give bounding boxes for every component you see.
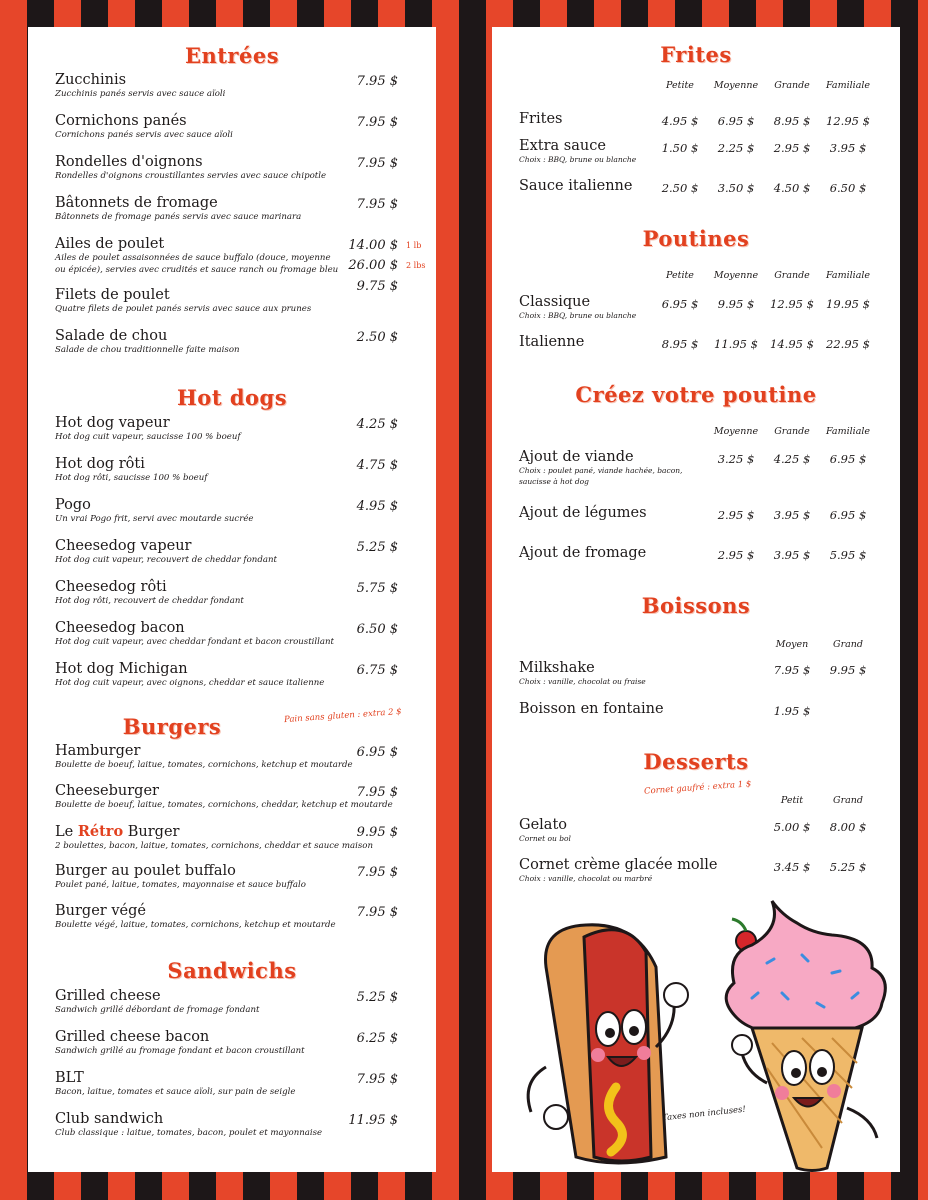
item-name: BLT bbox=[55, 1070, 84, 1086]
item-name: Cheesedog bacon bbox=[55, 620, 185, 636]
price-cell: 7.95 $ bbox=[773, 663, 811, 677]
item-price: 4.75 $ bbox=[356, 458, 398, 473]
menu-item bbox=[55, 823, 373, 852]
menu-item bbox=[55, 988, 260, 1016]
item-name bbox=[55, 823, 373, 840]
item-price: 7.95 $ bbox=[356, 74, 398, 89]
item-name-suffix: Burger bbox=[127, 824, 180, 840]
menu-item bbox=[519, 111, 562, 127]
item-name: Burger au poulet buffalo bbox=[55, 863, 236, 879]
sandwichs-title: Sandwichs bbox=[167, 958, 297, 983]
menu-item bbox=[55, 72, 225, 100]
item-name: Hamburger bbox=[55, 743, 141, 759]
menu-item bbox=[55, 497, 254, 525]
hotdogs-title: Hot dogs bbox=[176, 385, 288, 410]
item-description: Boulette de boeuf, laitue, tomates, cornichons, ketchup et moutarde bbox=[55, 760, 353, 770]
item-name-prefix: Le bbox=[55, 824, 78, 840]
item-name: Cornet crème glacée molle bbox=[519, 857, 718, 873]
size-header: Petit bbox=[780, 795, 804, 806]
price-cell: 8.95 $ bbox=[773, 114, 811, 128]
size-header: Moyenne bbox=[713, 80, 759, 91]
item-description: Rondelles d'oignons croustillantes servies avec sauce chipotle bbox=[55, 171, 327, 181]
item-price: 5.25 $ bbox=[356, 540, 398, 555]
size-header: Petite bbox=[666, 270, 694, 281]
taxes-note: Taxes non incluses! bbox=[661, 1104, 747, 1124]
price-cell: 4.95 $ bbox=[661, 114, 699, 128]
menu-item bbox=[55, 783, 393, 811]
item-price: 14.00 $ bbox=[348, 238, 398, 253]
item-price: 5.75 $ bbox=[356, 581, 398, 596]
item-price-2: 26.00 $ bbox=[348, 258, 398, 273]
hotdog-mascot-illustration bbox=[516, 907, 696, 1172]
item-name: Burger végé bbox=[55, 903, 146, 919]
desserts-title: Desserts bbox=[643, 749, 749, 774]
item-description: Sandwich grillé au fromage fondant et bacon croustillant bbox=[55, 1046, 305, 1056]
ice-cream-mascot-illustration bbox=[712, 893, 897, 1173]
item-description: Cornichons panés servis avec sauce aïoli bbox=[55, 130, 233, 140]
item-name: Pogo bbox=[55, 497, 91, 513]
right-menu-panel bbox=[492, 27, 900, 1172]
item-description: Hot dog cuit vapeur, avec oignons, cheddar et sauce italienne bbox=[55, 678, 325, 688]
item-description: Choix : vanille, chocolat ou fraise bbox=[519, 677, 646, 686]
price-cell: 4.50 $ bbox=[773, 181, 811, 195]
price-cell: 8.00 $ bbox=[829, 820, 867, 834]
item-name: Frites bbox=[519, 111, 563, 127]
item-name: Ajout de viande bbox=[519, 449, 634, 465]
item-name: Rondelles d'oignons bbox=[55, 154, 203, 170]
item-description: Quatre filets de poulet panés servis avec sauce aux prunes bbox=[55, 304, 312, 314]
item-name: Cornichons panés bbox=[55, 113, 187, 129]
item-description: Un vrai Pogo frit, servi avec moutarde sucrée bbox=[55, 514, 254, 524]
item-description-line2: saucisse à hot dog bbox=[519, 477, 589, 486]
item-description: Sandwich grillé débordant de fromage fondant bbox=[55, 1005, 260, 1015]
item-description: Cornet ou bol bbox=[519, 834, 571, 843]
item-price: 2.50 $ bbox=[356, 330, 398, 345]
menu-item bbox=[55, 1111, 322, 1139]
size-header: Grande bbox=[774, 270, 810, 281]
burgers-gluten-note: Pain sans gluten : extra 2 $ bbox=[283, 706, 402, 726]
price-cell: 3.25 $ bbox=[717, 452, 755, 466]
price-cell: 5.95 $ bbox=[829, 548, 867, 562]
item-description: Choix : poulet pané, viande hachée, bacon, bbox=[519, 466, 683, 475]
size-header: Grand bbox=[833, 639, 863, 650]
price-cell: 19.95 $ bbox=[826, 297, 870, 311]
item-name: Milkshake bbox=[519, 660, 595, 676]
item-description-line2: ou épicée), servies avec crudités et sauce ranch ou fromage bleu bbox=[55, 265, 339, 275]
size-header: Familiale bbox=[825, 270, 871, 281]
size-header: Moyenne bbox=[713, 270, 759, 281]
price-cell: 12.95 $ bbox=[770, 297, 814, 311]
price-cell: 14.95 $ bbox=[770, 337, 814, 351]
price-cell: 5.00 $ bbox=[773, 820, 811, 834]
price-cell: 6.50 $ bbox=[829, 181, 867, 195]
price-cell: 2.95 $ bbox=[717, 548, 755, 562]
frites-title: Frites bbox=[660, 42, 732, 67]
item-description: Choix : BBQ, brune ou blanche bbox=[519, 155, 637, 164]
item-name: Filets de poulet bbox=[55, 287, 170, 303]
menu-item bbox=[55, 1070, 295, 1098]
entrees-title: Entrées bbox=[184, 43, 280, 68]
item-description: Hot dog rôti, saucisse 100 % boeuf bbox=[55, 473, 208, 483]
item-price: 4.25 $ bbox=[356, 417, 398, 432]
price-cell: 1.50 $ bbox=[661, 141, 699, 155]
price-cell: 1.95 $ bbox=[773, 704, 811, 718]
size-header: Grand bbox=[833, 795, 863, 806]
size-header: Familiale bbox=[825, 426, 871, 437]
item-description: Hot dog cuit vapeur, saucisse 100 % boeuf bbox=[55, 432, 241, 442]
item-price: 7.95 $ bbox=[356, 785, 398, 800]
item-price: 7.95 $ bbox=[356, 156, 398, 171]
item-price: 7.95 $ bbox=[356, 905, 398, 920]
item-description: Salade de chou traditionnelle faite maison bbox=[55, 345, 240, 355]
item-name: Ailes de poulet bbox=[55, 236, 165, 252]
price-cell: 2.25 $ bbox=[717, 141, 755, 155]
menu-item bbox=[519, 545, 646, 561]
price-cell: 6.95 $ bbox=[829, 508, 867, 522]
price-cell: 9.95 $ bbox=[717, 297, 755, 311]
menu-item bbox=[55, 328, 240, 356]
item-name: Sauce italienne bbox=[519, 178, 633, 194]
item-unit: 1 lb bbox=[406, 241, 422, 250]
item-price: 7.95 $ bbox=[356, 115, 398, 130]
item-name: Hot dog rôti bbox=[55, 456, 145, 472]
item-price: 7.95 $ bbox=[356, 197, 398, 212]
item-name: Boisson en fontaine bbox=[519, 701, 664, 717]
item-name: Ajout de légumes bbox=[519, 505, 647, 521]
item-description: Club classique : laitue, tomates, bacon, poulet et mayonnaise bbox=[55, 1128, 323, 1138]
item-description: Hot dog rôti, recouvert de cheddar fondant bbox=[55, 596, 244, 606]
price-cell: 2.95 $ bbox=[717, 508, 755, 522]
size-header: Petite bbox=[666, 80, 694, 91]
item-description: Hot dog cuit vapeur, avec cheddar fondant et bacon croustillant bbox=[55, 637, 335, 647]
item-name: Extra sauce bbox=[519, 138, 606, 154]
item-name: Cheesedog vapeur bbox=[55, 538, 192, 554]
price-cell: 6.95 $ bbox=[829, 452, 867, 466]
price-cell: 6.95 $ bbox=[661, 297, 699, 311]
left-menu-panel bbox=[28, 27, 436, 1172]
menu-item bbox=[55, 1029, 305, 1057]
item-description: Choix : BBQ, brune ou blanche bbox=[519, 311, 637, 320]
menu-item bbox=[55, 863, 306, 891]
burgers-title: Burgers bbox=[122, 714, 222, 739]
menu-item bbox=[519, 817, 571, 844]
size-header: Grande bbox=[774, 426, 810, 437]
boissons-title: Boissons bbox=[641, 593, 751, 618]
item-description: Hot dog cuit vapeur, recouvert de cheddar fondant bbox=[55, 555, 277, 565]
item-description: Choix : vanille, chocolat ou marbré bbox=[519, 874, 653, 883]
price-cell: 9.95 $ bbox=[829, 663, 867, 677]
item-name: Grilled cheese bbox=[55, 988, 161, 1004]
item-description: Poulet pané, laitue, tomates, mayonnaise et sauce buffalo bbox=[55, 880, 306, 890]
item-name: Cheeseburger bbox=[55, 783, 159, 799]
menu-item bbox=[519, 334, 584, 350]
item-description: Bâtonnets de fromage panés servis avec sauce marinara bbox=[55, 212, 302, 222]
item-price: 9.95 $ bbox=[356, 825, 398, 840]
price-cell: 3.95 $ bbox=[829, 141, 867, 155]
item-price: 11.95 $ bbox=[348, 1113, 398, 1128]
price-cell: 5.25 $ bbox=[829, 860, 867, 874]
item-name: Zucchinis bbox=[55, 72, 127, 88]
item-description: Zucchinis panés servis avec sauce aïoli bbox=[55, 89, 226, 99]
menu-item bbox=[55, 743, 353, 771]
size-header: Moyenne bbox=[713, 426, 759, 437]
price-cell: 6.95 $ bbox=[717, 114, 755, 128]
item-name: Gelato bbox=[519, 817, 568, 833]
item-description: Boulette de boeuf, laitue, tomates, cornichons, cheddar, ketchup et moutarde bbox=[55, 800, 393, 810]
price-cell: 4.25 $ bbox=[773, 452, 811, 466]
menu-item bbox=[519, 178, 632, 194]
price-cell: 3.45 $ bbox=[773, 860, 811, 874]
menu-item bbox=[519, 294, 636, 321]
price-cell: 22.95 $ bbox=[826, 337, 870, 351]
item-name-accent: Rétro bbox=[77, 823, 124, 840]
item-name: Bâtonnets de fromage bbox=[55, 195, 218, 211]
item-description: Ailes de poulet assaisonnées de sauce buffalo (douce, moyenne bbox=[55, 253, 331, 263]
item-description: Boulette végé, laitue, tomates, cornichons, ketchup et moutarde bbox=[55, 920, 336, 930]
menu-item bbox=[519, 449, 682, 487]
item-description: Bacon, laitue, tomates et sauce aïoli, sur pain de seigle bbox=[55, 1087, 296, 1097]
size-header: Familiale bbox=[825, 80, 871, 91]
menu-item bbox=[519, 701, 664, 717]
item-name: Hot dog vapeur bbox=[55, 415, 170, 431]
item-price: 6.25 $ bbox=[356, 1031, 398, 1046]
menu-item bbox=[55, 113, 233, 141]
item-name: Cheesedog rôti bbox=[55, 579, 167, 595]
size-header: Grande bbox=[774, 80, 810, 91]
menu-item bbox=[55, 903, 336, 931]
price-cell: 3.95 $ bbox=[773, 548, 811, 562]
menu-item bbox=[55, 195, 301, 223]
item-price: 9.75 $ bbox=[356, 279, 398, 294]
menu-item bbox=[519, 660, 646, 687]
price-cell: 8.95 $ bbox=[661, 337, 699, 351]
item-name: Classique bbox=[519, 294, 591, 310]
menu-item bbox=[519, 857, 717, 884]
price-cell: 3.95 $ bbox=[773, 508, 811, 522]
item-name: Club sandwich bbox=[55, 1111, 164, 1127]
menu-item bbox=[55, 415, 241, 443]
item-name: Salade de chou bbox=[55, 328, 168, 344]
price-cell: 2.50 $ bbox=[661, 181, 699, 195]
desserts-cone-note: Cornet gaufré : extra 1 $ bbox=[643, 779, 752, 797]
menu-item bbox=[519, 138, 636, 165]
item-name: Hot dog Michigan bbox=[55, 661, 188, 677]
menu-item bbox=[55, 154, 326, 182]
menu-item bbox=[519, 505, 647, 521]
item-price: 4.95 $ bbox=[356, 499, 398, 514]
item-name: Grilled cheese bacon bbox=[55, 1029, 210, 1045]
price-cell: 2.95 $ bbox=[773, 141, 811, 155]
menu-item bbox=[55, 538, 277, 566]
item-price: 7.95 $ bbox=[356, 1072, 398, 1087]
poutines-title: Poutines bbox=[642, 226, 750, 251]
menu-item bbox=[55, 661, 324, 689]
item-price: 6.50 $ bbox=[356, 622, 398, 637]
item-name: Ajout de fromage bbox=[519, 545, 647, 561]
item-price: 7.95 $ bbox=[356, 865, 398, 880]
price-cell: 11.95 $ bbox=[714, 337, 758, 351]
price-cell: 3.50 $ bbox=[717, 181, 755, 195]
item-description: 2 boulettes, bacon, laitue, tomates, cornichons, cheddar et sauce maison bbox=[55, 841, 374, 851]
menu-item bbox=[55, 236, 338, 276]
item-price: 6.95 $ bbox=[356, 745, 398, 760]
menu-item bbox=[55, 287, 311, 315]
item-name: Italienne bbox=[519, 334, 585, 350]
item-unit-2: 2 lbs bbox=[406, 261, 426, 270]
menu-item bbox=[55, 456, 208, 484]
price-cell: 12.95 $ bbox=[826, 114, 870, 128]
creez-title: Créez votre poutine bbox=[575, 382, 817, 407]
size-header: Moyen bbox=[775, 639, 809, 650]
menu-item bbox=[55, 579, 244, 607]
item-price: 6.75 $ bbox=[356, 663, 398, 678]
item-price: 5.25 $ bbox=[356, 990, 398, 1005]
menu-item bbox=[55, 620, 334, 648]
